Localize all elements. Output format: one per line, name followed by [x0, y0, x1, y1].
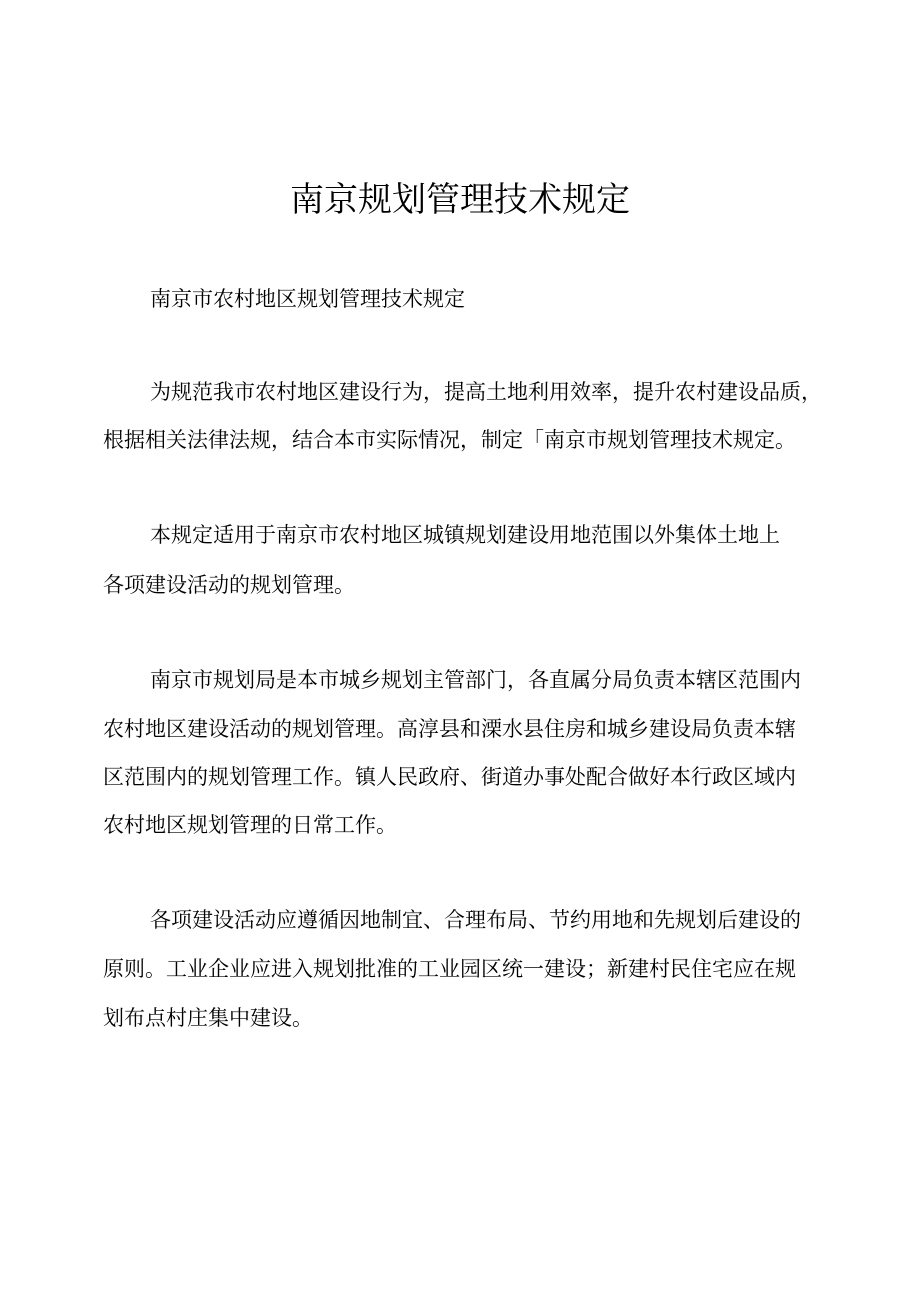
paragraph-1-line-2: 根据相关法律法规，结合本市实际情况，制定「南京市规划管理技术规定。 [103, 428, 796, 452]
paragraph-2-line-1: 本规定适用于南京市农村地区城镇规划建设用地范围以外集体土地上 [150, 523, 780, 547]
paragraph-3-line-2: 农村地区建设活动的规划管理。高淳县和溧水县住房和城乡建设局负责本辖 [103, 717, 796, 741]
paragraph-1-line-1: 为规范我市农村地区建设行为，提高土地利用效率，提升农村建设品质， [150, 380, 822, 404]
paragraph-3-line-4: 农村地区规划管理的日常工作。 [103, 813, 397, 837]
paragraph-4-line-2: 原则。工业企业应进入规划批准的工业园区统一建设；新建村民住宅应在规 [103, 957, 796, 981]
paragraph-3-line-1: 南京市规划局是本市城乡规划主管部门，各直属分局负责本辖区范围内 [150, 668, 801, 692]
paragraph-3-line-3: 区范围内的规划管理工作。镇人民政府、街道办事处配合做好本行政区域内 [103, 765, 796, 789]
document-subtitle: 南京市农村地区规划管理技术规定 [150, 287, 465, 311]
paragraph-4-line-1: 各项建设活动应遵循因地制宜、合理布局、节约用地和先规划后建设的 [150, 908, 801, 932]
paragraph-2-line-2: 各项建设活动的规划管理。 [103, 573, 355, 597]
document-title: 南京规划管理技术规定 [290, 180, 630, 220]
paragraph-4-line-3: 划布点村庄集中建设。 [103, 1006, 313, 1030]
